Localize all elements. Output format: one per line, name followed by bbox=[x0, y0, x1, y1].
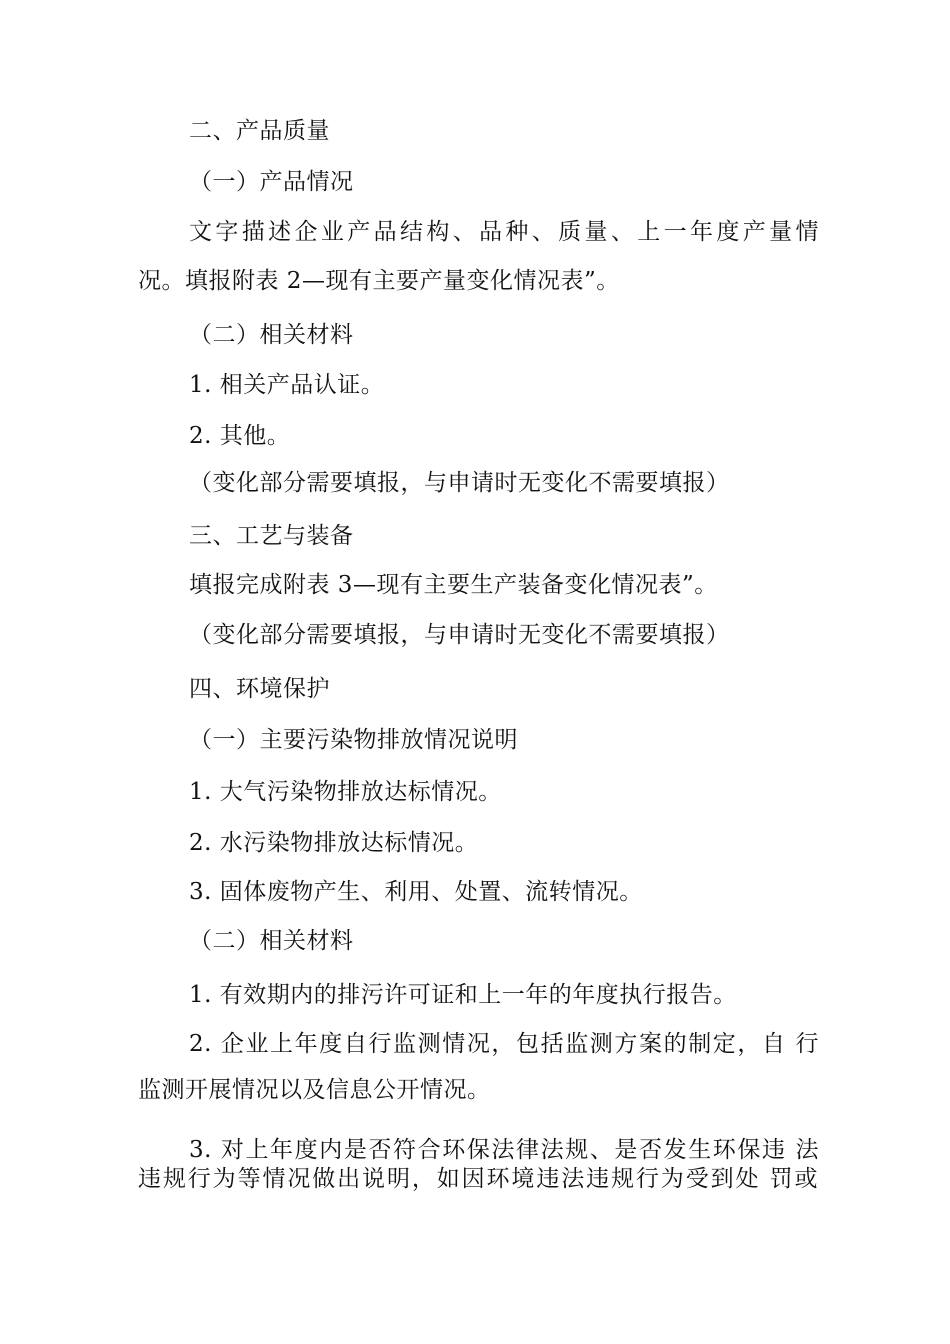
paragraph-line: 况。填报附表 2—现有主要产量变化情况表”。 bbox=[138, 268, 620, 294]
subheading-product-situation: （一）产品情况 bbox=[189, 169, 354, 195]
list-item: 2. 其他。 bbox=[189, 423, 291, 449]
paragraph-line: 监测开展情况以及信息公开情况。 bbox=[138, 1077, 491, 1103]
paragraph-line: 填报完成附表 3—现有主要生产装备变化情况表”。 bbox=[189, 572, 718, 598]
heading-process-equipment: 三、工艺与装备 bbox=[189, 523, 354, 549]
list-item: 1. 相关产品认证。 bbox=[189, 372, 385, 398]
list-item: 2. 水污染物排放达标情况。 bbox=[189, 830, 479, 856]
list-item: 3. 固体废物产生、利用、处置、流转情况。 bbox=[189, 879, 643, 905]
subheading-related-materials: （二）相关材料 bbox=[189, 928, 354, 954]
paragraph-line: 文字描述企业产品结构、品种、质量、上一年度产量情 bbox=[189, 219, 819, 245]
list-item: 1. 有效期内的排污许可证和上一年的年度执行报告。 bbox=[189, 982, 737, 1008]
subheading-pollutant-emissions: （一）主要污染物排放情况说明 bbox=[189, 727, 518, 753]
list-item: 3. 对上年度内是否符合环保法律法规、是否发生环保违 法 bbox=[189, 1137, 819, 1163]
subheading-related-materials: （二）相关材料 bbox=[189, 322, 354, 348]
note-line: （变化部分需要填报，与申请时无变化不需要填报） bbox=[189, 622, 730, 648]
heading-product-quality: 二、产品质量 bbox=[189, 118, 330, 144]
paragraph-line: 违规行为等情况做出说明，如因环境违法违规行为受到处 罚或 bbox=[138, 1166, 818, 1192]
note-line: （变化部分需要填报，与申请时无变化不需要填报） bbox=[189, 470, 730, 496]
list-item: 2. 企业上年度自行监测情况，包括监测方案的制定，自 行 bbox=[189, 1031, 819, 1057]
list-item: 1. 大气污染物排放达标情况。 bbox=[189, 779, 502, 805]
heading-environmental-protection: 四、环境保护 bbox=[189, 676, 330, 702]
